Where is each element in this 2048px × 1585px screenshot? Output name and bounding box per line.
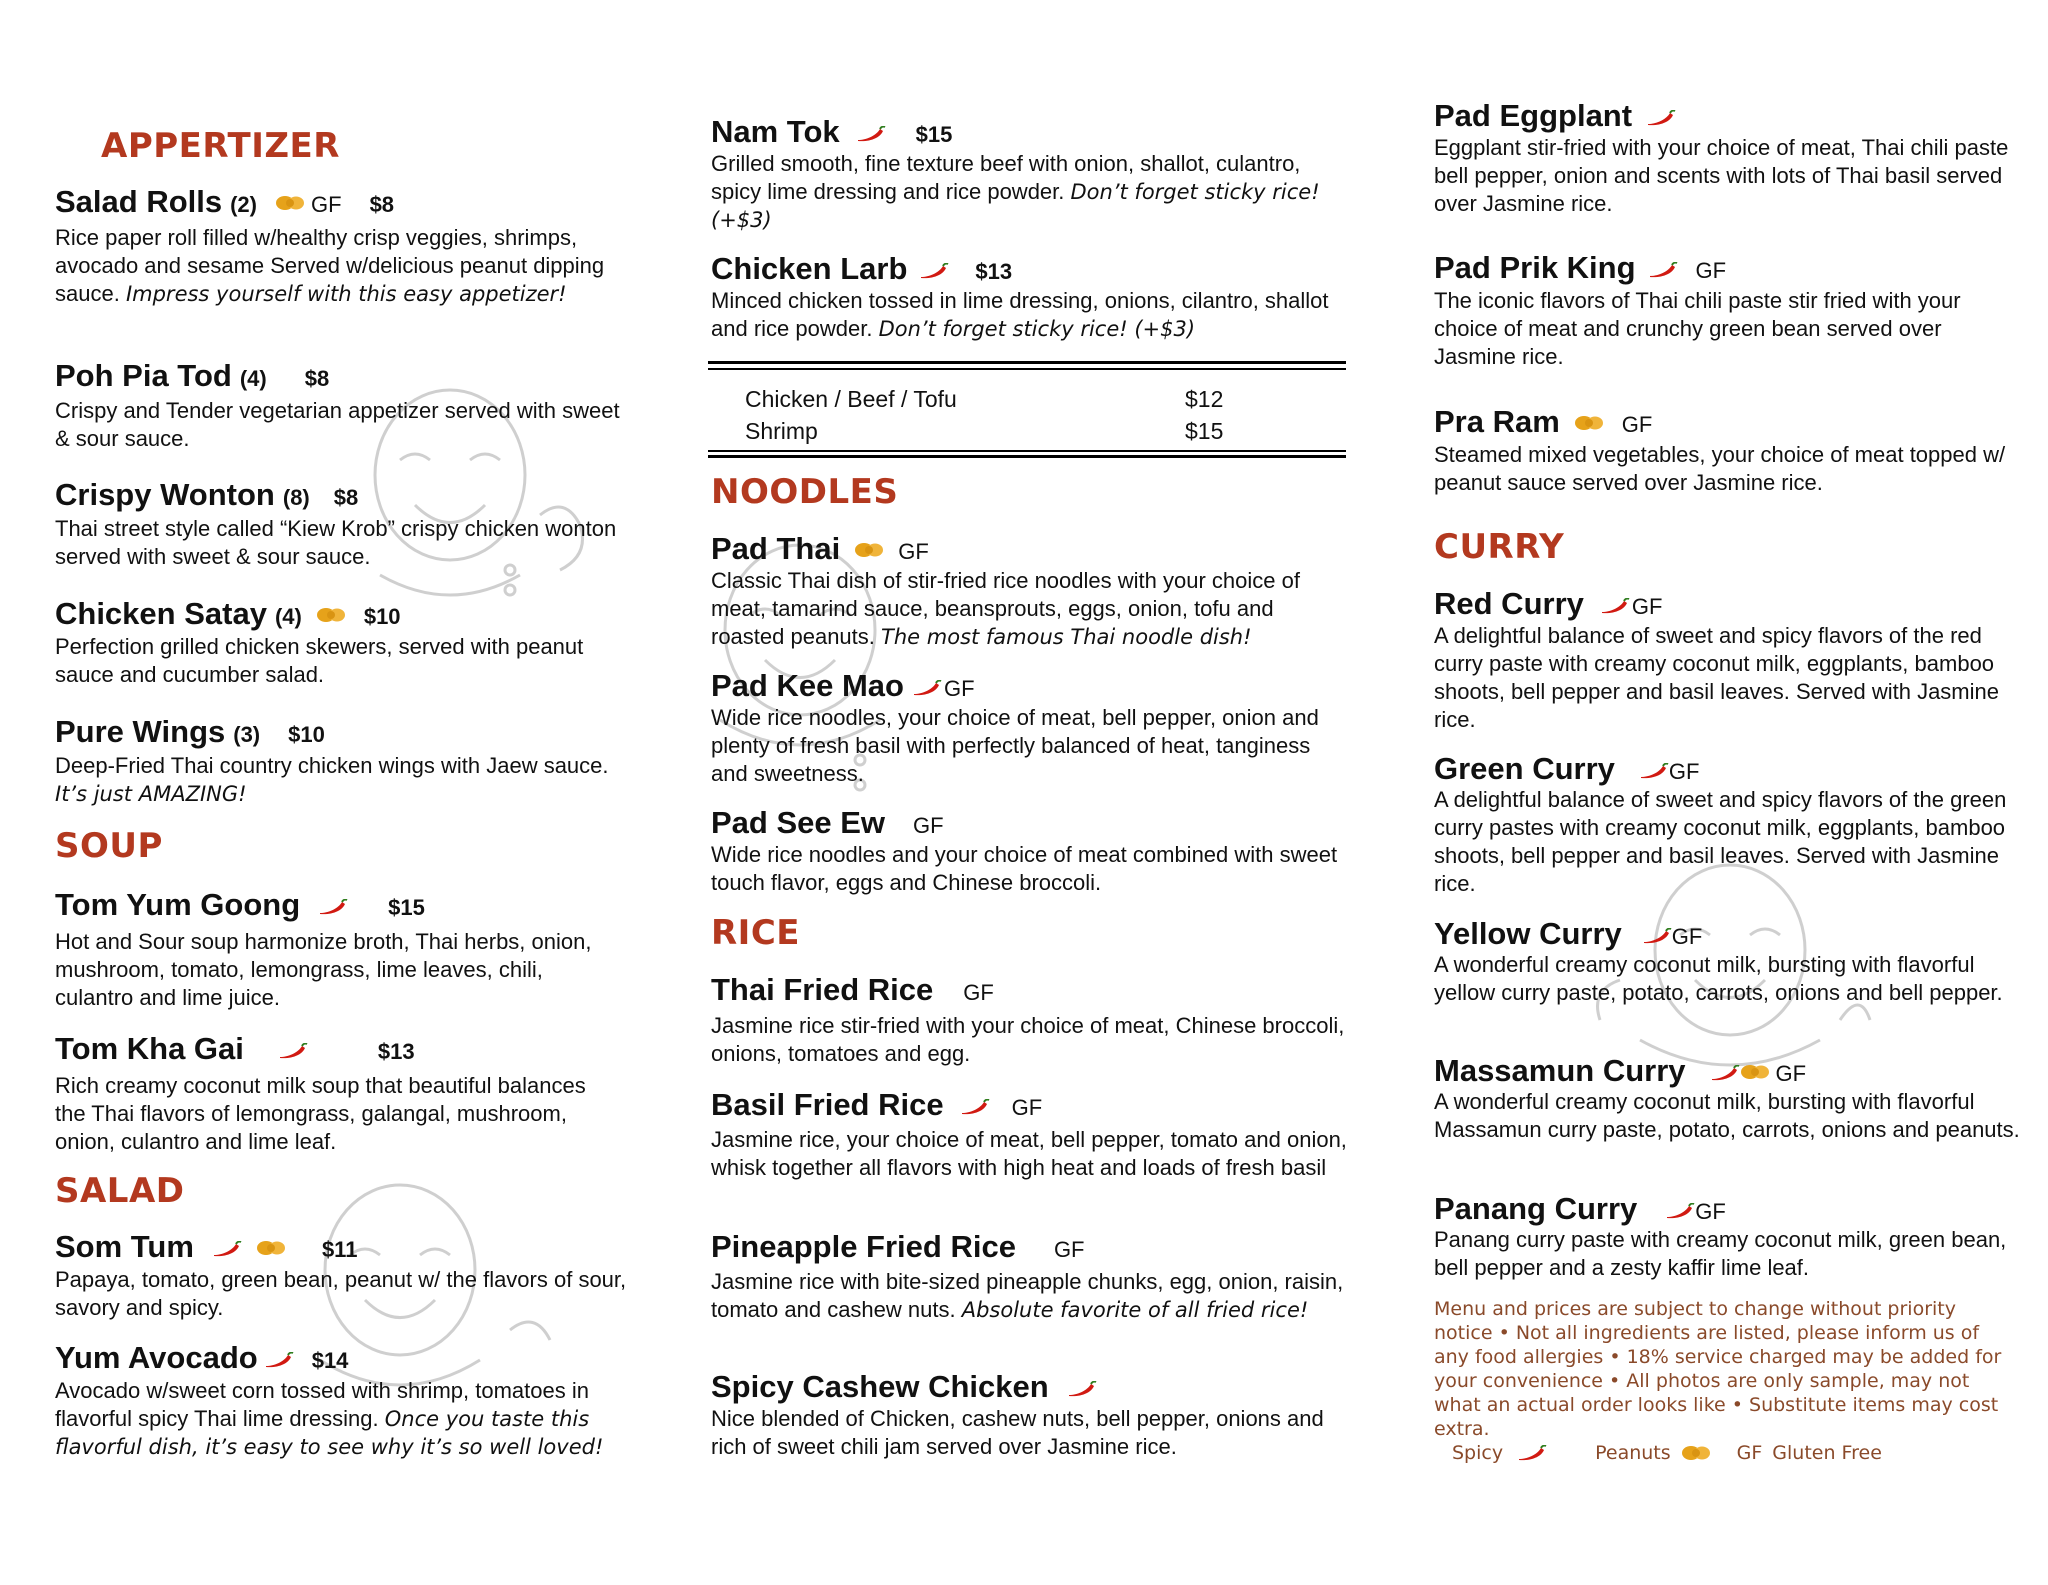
item-name: Pad Prik King xyxy=(1434,250,1636,285)
item-description: A delightful balance of sweet and spicy flavors of the red curry paste with creamy coconut milk, eggplants, bamboo shoots, bell pepper and basil leaves. Served with Jasmine rice. xyxy=(1434,623,1999,732)
menu-item-header xyxy=(55,714,325,750)
item-note: Once you taste this flavorful dish, it’s easy to see why it’s so well loved! xyxy=(55,1407,604,1459)
item-name: Basil Fried Rice xyxy=(711,1087,944,1122)
chili-icon xyxy=(1646,110,1676,126)
item-description xyxy=(711,150,1341,234)
item-name: Yum Avocado xyxy=(55,1340,258,1375)
section-title-noodles: NOODLES xyxy=(711,472,899,512)
chili-icon xyxy=(1665,1203,1695,1219)
chili-icon xyxy=(1600,598,1630,614)
item-name: Pad Eggplant xyxy=(1434,98,1633,133)
menu-item-header xyxy=(1434,1191,1726,1227)
protein-row xyxy=(745,415,1305,447)
menu-item-header xyxy=(1434,751,1699,787)
section-title-rice: RICE xyxy=(711,913,801,953)
item-description: Panang curry paste with creamy coconut milk, green bean, bell pepper and a zesty kaffir lime leaf. xyxy=(1434,1227,2007,1280)
item-description: The iconic flavors of Thai chili paste stir fried with your choice of meat and crunchy green bean served over Jasmine rice. xyxy=(1434,288,1961,369)
menu-item-header xyxy=(711,972,994,1008)
item-price: $14 xyxy=(311,1348,349,1373)
item-description: A wonderful creamy coconut milk, bursting with flavorful yellow curry paste, potato, carrots, onions and bell pepper. xyxy=(1434,952,2003,1005)
item-price: $13 xyxy=(975,259,1013,284)
gluten-free-badge: GF xyxy=(963,980,994,1005)
item-price: $13 xyxy=(377,1039,415,1064)
chili-icon xyxy=(1067,1381,1097,1397)
item-name: Pra Ram xyxy=(1434,404,1560,439)
item-name: Poh Pia Tod xyxy=(55,358,232,393)
item-price: $10 xyxy=(363,604,401,629)
chili-icon xyxy=(1639,763,1669,779)
menu-item-header xyxy=(711,1369,1097,1405)
item-description: Crispy and Tender vegetarian appetizer served with sweet & sour sauce. xyxy=(55,398,620,451)
item-description: Perfection grilled chicken skewers, served with peanut sauce and cucumber salad. xyxy=(55,634,584,687)
item-name: Pineapple Fried Rice xyxy=(711,1229,1016,1264)
item-note: Don’t forget sticky rice! (+$3) xyxy=(711,180,1320,232)
item-description: Papaya, tomato, green bean, peanut w/ the flavors of sour, savory and spicy. xyxy=(55,1267,627,1320)
divider xyxy=(708,450,1346,452)
item-description xyxy=(55,1377,630,1461)
item-description: Steamed mixed vegetables, your choice of meat topped w/ peanut sauce served over Jasmine rice. xyxy=(1434,442,2006,495)
section-title-appetizer: APPERTIZER xyxy=(101,126,340,166)
section-title-curry: CURRY xyxy=(1434,527,1565,567)
chili-icon xyxy=(1648,262,1678,278)
gluten-free-badge: GF xyxy=(1695,1199,1726,1224)
section-title-salad: SALAD xyxy=(55,1171,185,1211)
item-description-text: Jasmine rice with bite-sized pineapple chunks, egg, onion, raisin, tomato and cashew nuts. xyxy=(711,1269,1344,1322)
menu-item-header xyxy=(1434,98,1676,134)
gluten-free-badge: GF xyxy=(898,539,929,564)
gluten-free-badge: GF xyxy=(1011,1095,1043,1120)
item-note: It’s just AMAZING! xyxy=(55,782,247,806)
chili-icon xyxy=(278,1043,308,1059)
item-description-text: Rice paper roll filled w/healthy crisp veggies, shrimps, avocado and sesame Served w/delicious peanut dipping sauce. xyxy=(55,225,605,306)
divider xyxy=(708,361,1346,364)
item-price: $8 xyxy=(333,485,359,510)
gluten-free-badge: GF xyxy=(1671,924,1703,949)
item-note: Impress yourself with this easy appetizer! xyxy=(125,282,567,306)
gluten-free-badge: GF xyxy=(1621,412,1653,437)
item-description: Jasmine rice, your choice of meat, bell pepper, tomato and onion, whisk together all flavors with high heat and loads of fresh basil xyxy=(711,1127,1347,1180)
item-name: Red Curry xyxy=(1434,586,1584,621)
item-description-text: Grilled smooth, fine texture beef with onion, shallot, culantro, spicy lime dressing and rice powder. xyxy=(711,151,1301,204)
item-quantity: (4) xyxy=(274,604,302,629)
chili-icon xyxy=(318,899,348,915)
menu-item-header xyxy=(1434,586,1662,622)
item-description xyxy=(711,1268,1351,1324)
gluten-free-badge: GF xyxy=(943,676,975,701)
menu-item-header xyxy=(55,477,358,513)
item-description: Wide rice noodles, your choice of meat, bell pepper, onion and plenty of fresh basil with perfectly balanced of heat, tanginess and sweetness. xyxy=(711,705,1319,786)
item-description: Eggplant stir-fried with your choice of meat, Thai chili paste bell pepper, onion and scents with lots of Thai basil served over Jasmine rice. xyxy=(1434,135,2009,216)
menu-item-header xyxy=(1434,916,1702,952)
chili-icon xyxy=(1710,1065,1740,1081)
menu-item-header xyxy=(711,114,952,150)
item-description: Wide rice noodles and your choice of meat combined with sweet touch flavor, eggs and Chinese broccoli. xyxy=(711,842,1338,895)
item-description-text: Classic Thai dish of stir-fried rice noodles with your choice of meat, tamarind sauce, beansprouts, eggs, onion, tofu and roasted peanuts. xyxy=(711,568,1300,649)
legend-gf-label: Gluten Free xyxy=(1772,1442,1882,1464)
item-name: Massamun Curry xyxy=(1434,1053,1686,1088)
item-name: Crispy Wonton xyxy=(55,477,275,512)
gluten-free-badge: GF xyxy=(1053,1237,1085,1262)
legend-gf-symbol: GF xyxy=(1736,1442,1763,1464)
item-description xyxy=(711,567,1351,651)
item-note: Absolute favorite of all fried rice! xyxy=(961,1298,1309,1322)
peanut-icon xyxy=(275,194,305,212)
protein-price: $15 xyxy=(1185,418,1224,444)
item-name: Panang Curry xyxy=(1434,1191,1638,1226)
item-name: Nam Tok xyxy=(711,114,840,149)
item-price: $15 xyxy=(388,895,425,920)
item-name: Chicken Larb xyxy=(711,251,908,286)
chili-icon xyxy=(912,680,942,696)
item-description: Thai street style called “Kiew Krob” crispy chicken wonton served with sweet & sour sauce. xyxy=(55,516,617,569)
chili-icon xyxy=(856,126,886,142)
menu-item-header xyxy=(711,1087,1042,1123)
icon-legend xyxy=(1452,1442,1882,1464)
menu-item-header xyxy=(55,887,425,923)
item-price: $11 xyxy=(321,1237,358,1262)
item-quantity: (8) xyxy=(282,485,310,510)
menu-item-header xyxy=(711,531,929,567)
item-description: Jasmine rice stir-fried with your choice of meat, Chinese broccoli, onions, tomatoes and egg. xyxy=(711,1013,1345,1066)
menu-item-header xyxy=(55,358,329,394)
peanut-icon xyxy=(256,1239,286,1257)
legend-spicy-label: Spicy xyxy=(1452,1442,1504,1464)
gluten-free-badge: GF xyxy=(311,192,342,217)
item-description-text: Avocado w/sweet corn tossed with shrimp, tomatoes in flavorful spicy Thai lime dressing. xyxy=(55,1378,589,1431)
item-description: Hot and Sour soup harmonize broth, Thai herbs, onion, mushroom, tomato, lemongrass, lime leaves, chili, culantro and lime juice. xyxy=(55,929,592,1010)
item-name: Pure Wings xyxy=(55,714,226,749)
item-name: Pad See Ew xyxy=(711,805,886,840)
item-description xyxy=(55,224,620,308)
menu-item-header xyxy=(711,668,975,704)
item-price: $8 xyxy=(369,192,395,217)
divider xyxy=(708,368,1346,370)
item-name: Green Curry xyxy=(1434,751,1615,786)
peanut-icon xyxy=(1574,414,1604,432)
item-name: Pad Thai xyxy=(711,531,841,566)
item-description: A delightful balance of sweet and spicy flavors of the green curry pastes with creamy coconut milk, eggplants, bamboo shoots, bell pepper and basil leaves. Served with Jasmine rice. xyxy=(1434,787,2007,896)
item-note: Don’t forget sticky rice! (+$3) xyxy=(878,317,1196,341)
item-name: Som Tum xyxy=(55,1229,194,1264)
item-name: Yellow Curry xyxy=(1434,916,1622,951)
menu-item-header xyxy=(55,184,394,220)
item-name: Thai Fried Rice xyxy=(711,972,934,1007)
menu-item-header xyxy=(1434,250,1726,286)
menu-item-header xyxy=(1434,1053,1806,1089)
menu-item-header xyxy=(55,1031,415,1067)
protein-row xyxy=(745,383,1305,415)
chili-icon xyxy=(212,1241,242,1257)
item-name: Tom Yum Goong xyxy=(55,887,301,922)
item-price: $10 xyxy=(288,722,325,747)
chili-icon xyxy=(960,1099,990,1115)
menu-item-header xyxy=(55,596,401,632)
gluten-free-badge: GF xyxy=(1631,594,1663,619)
legend-peanuts-label: Peanuts xyxy=(1595,1442,1671,1464)
item-name: Chicken Satay xyxy=(55,596,267,631)
item-quantity: (4) xyxy=(239,366,267,391)
menu-item-header xyxy=(711,1229,1085,1265)
protein-label: Chicken / Beef / Tofu xyxy=(745,386,957,412)
item-description: Rich creamy coconut milk soup that beautiful balances the Thai flavors of lemongrass, galangal, mushroom, onion, culantro and lime leaf. xyxy=(55,1073,586,1154)
chili-icon xyxy=(264,1352,294,1368)
peanut-icon xyxy=(1740,1063,1770,1081)
item-description-text: Deep-Fried Thai country chicken wings with Jaew sauce. xyxy=(55,753,609,778)
item-quantity: (3) xyxy=(233,722,261,747)
item-description-text: Minced chicken tossed in lime dressing, onions, cilantro, shallot and rice powder. xyxy=(711,288,1329,341)
peanut-icon xyxy=(854,541,884,559)
gluten-free-badge: GF xyxy=(1668,759,1700,784)
divider xyxy=(708,455,1346,458)
item-description xyxy=(55,752,620,808)
chili-icon xyxy=(1517,1445,1547,1461)
gluten-free-badge: GF xyxy=(1695,258,1727,283)
gluten-free-badge: GF xyxy=(913,813,944,838)
peanut-icon xyxy=(1681,1444,1711,1462)
item-name: Salad Rolls xyxy=(55,184,223,219)
chili-icon xyxy=(1642,928,1672,944)
item-price: $8 xyxy=(304,366,330,391)
menu-item-header xyxy=(711,251,1012,287)
item-name: Pad Kee Mao xyxy=(711,668,904,703)
chili-icon xyxy=(919,263,949,279)
menu-item-header xyxy=(55,1229,357,1265)
protein-label: Shrimp xyxy=(745,418,818,444)
item-price: $15 xyxy=(915,122,953,147)
gluten-free-badge: GF xyxy=(1775,1061,1807,1086)
item-description xyxy=(711,287,1341,343)
item-note: The most famous Thai noodle dish! xyxy=(881,625,1252,649)
item-name: Spicy Cashew Chicken xyxy=(711,1369,1049,1404)
menu-item-header xyxy=(1434,404,1652,440)
protein-price: $12 xyxy=(1185,386,1224,412)
peanut-icon xyxy=(316,606,346,624)
menu-item-header xyxy=(55,1340,348,1376)
item-name: Tom Kha Gai xyxy=(55,1031,244,1066)
protein-price-table xyxy=(745,383,1305,447)
item-description: Nice blended of Chicken, cashew nuts, bell pepper, onions and rich of sweet chili jam served over Jasmine rice. xyxy=(711,1406,1324,1459)
section-title-soup: SOUP xyxy=(55,826,163,866)
disclaimer-notice: Menu and prices are subject to change without priority notice • Not all ingredients are listed, please inform us of any food allergies • 18% service charged may be added for your convenience • All photos are only sample, may not what an actual order looks like • Substitute items may cost extra. xyxy=(1434,1298,2002,1440)
item-quantity: (2) xyxy=(230,192,257,217)
menu-item-header xyxy=(711,805,944,841)
item-description: A wonderful creamy coconut milk, bursting with flavorful Massamun curry paste, potato, carrots, onions and peanuts. xyxy=(1434,1089,2020,1142)
